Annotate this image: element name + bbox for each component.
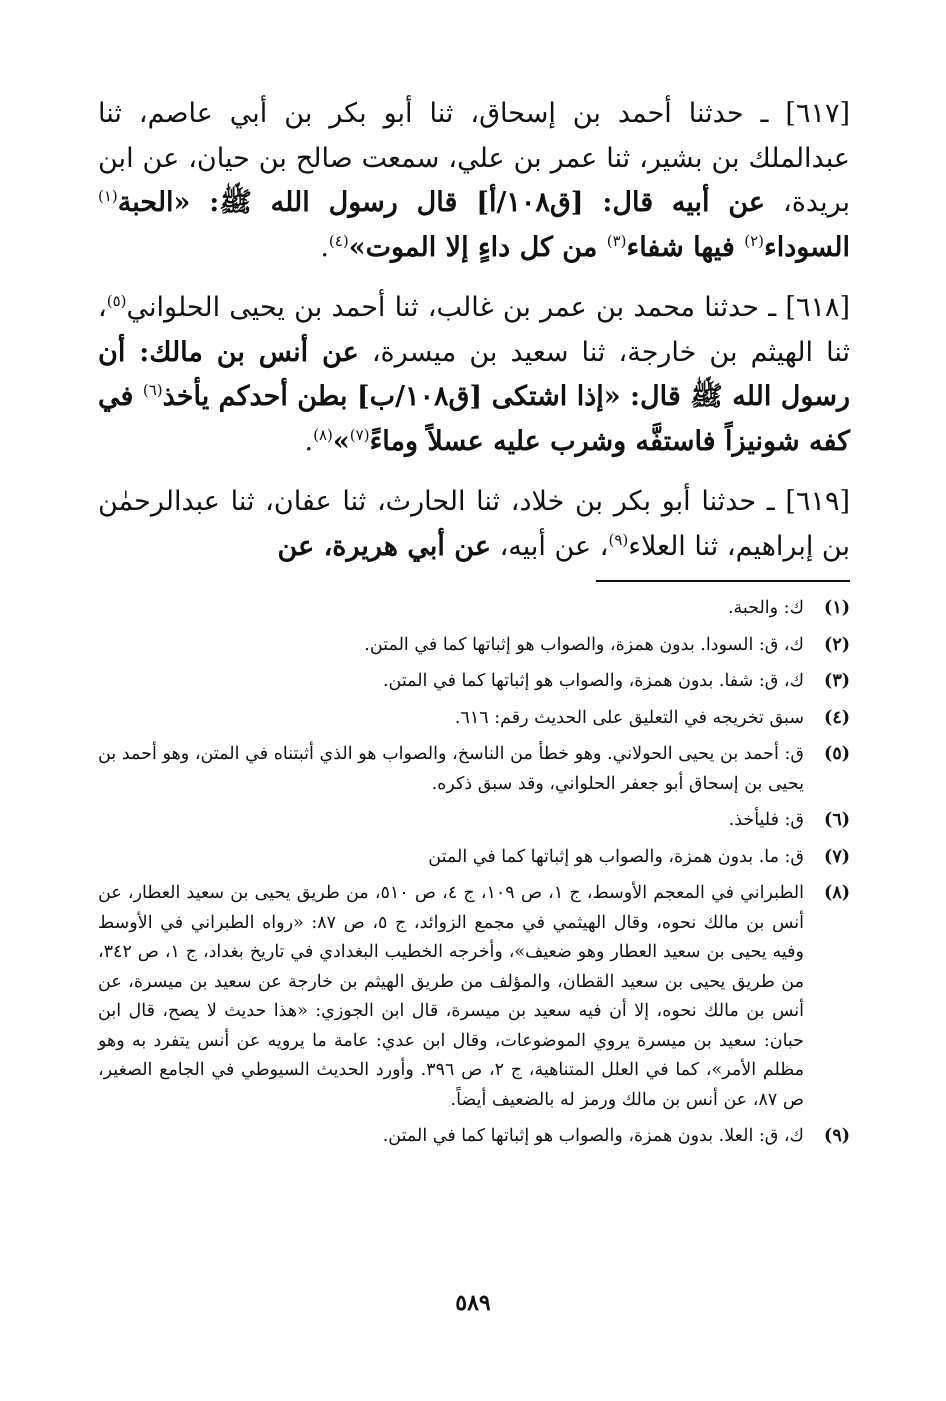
hadith-matn: » (332, 425, 350, 457)
footnote-ref: (٨) (313, 425, 333, 444)
footnote-text: ق: ما. بدون همزة، والصواب هو إثباتها كما في المتن (428, 846, 804, 867)
punctuation: . (304, 425, 314, 457)
hadith-chain: ، ثنا الهيثم بن خارجة، ثنا سعيد بن ميسرة، (98, 292, 850, 368)
footnote-ref: (١) (98, 187, 118, 205)
footnote-number: (١) (824, 598, 850, 618)
footnote-8 (98, 879, 850, 1115)
hadith-number: [٦١٨] (785, 292, 850, 323)
footnote-number: (٧) (824, 846, 850, 867)
hadith-chain: ـ حدثنا أبو بكر بن خلاد، ثنا الحارث، ثنا عفان، ثنا عبدالرحمٰن بن إبراهيم، ثنا العلاء (98, 486, 850, 562)
footnote-text: ق: أحمد بن يحيى الحولاني. وهو خطأ من الناسخ، والصواب هو الذي أثبتناه في المتن، وهو أحمد بن يحيى بن إسحاق أبو جعفر الحلواني، وقد سبق ذكره. (98, 744, 804, 794)
footnote-text: ك: والحبة. (727, 598, 804, 618)
hadith-matn: في كفه شونيزاً فاستفَّه وشرب عليه عسلاً وماءً (98, 381, 850, 457)
footnote-number: (٥) (824, 744, 850, 764)
footnote-ref: (٩) (608, 530, 629, 549)
hadith-chain: ـ حدثنا أحمد بن إسحاق، ثنا أبو بكر بن أبي عاصم، ثنا عبدالملك بن بشير، ثنا عمر بن علي، سمعت صالح بن حيان، عن ابن بريدة، (98, 98, 851, 218)
hadith-matn: فيها شفاء (626, 231, 745, 263)
hadith-617 (98, 92, 850, 270)
punctuation: . (320, 231, 329, 263)
main-text (98, 92, 850, 585)
footnote-number: (٤) (824, 707, 850, 728)
footnote-text: ك، ق: العلا. بدون همزة، والصواب هو إثباتها كما في المتن. (382, 1126, 804, 1146)
footnote-text: ك، ق: السودا. بدون همزة، والصواب هو إثباتها كما في المتن. (364, 634, 804, 655)
hadith-number: [٦١٧] (785, 98, 850, 129)
footnote-text: ك، ق: شفا. بدون همزة، والصواب هو إثباتها كما في المتن. (382, 671, 804, 691)
footnote-divider (596, 580, 850, 582)
footnote-ref: (٤) (328, 231, 349, 250)
hadith-chain: ، عن أبيه، (490, 530, 609, 562)
hadith-matn: عن أنس بن مالك: أن رسول الله ﷺ قال: «إذا اشتكى [ق١٠٨/ب] بطن أحدكم يأخذ (98, 336, 851, 412)
footnote-number: (٣) (824, 671, 850, 691)
hadith-618 (98, 286, 850, 464)
footnote-4 (98, 704, 850, 734)
footnote-6 (98, 806, 850, 836)
footnote-5 (98, 740, 850, 799)
footnote-7 (98, 843, 850, 873)
hadith-matn: عن أبي هريرة، عن (277, 530, 491, 562)
footnote-ref: (٥) (106, 292, 127, 310)
hadith-chain: ـ حدثنا محمد بن عمر بن غالب، ثنا أحمد بن يحيى الحلواني (126, 292, 786, 323)
footnote-1 (98, 594, 850, 624)
hadith-matn: عن أبيه قال: [ق١٠٨/أ] قال رسول الله ﷺ: «الحبة (117, 187, 766, 218)
footnote-text: ق: فليأخذ. (728, 810, 804, 830)
footnote-3 (98, 667, 850, 697)
footnote-text: سبق تخريجه في التعليق على الحديث رقم: ٦١٦. (454, 707, 804, 728)
footnote-ref: (٦) (142, 381, 163, 399)
footnote-number: (٦) (824, 810, 850, 830)
hadith-matn: من كل داءٍ إلا الموت» (348, 231, 607, 263)
footnote-ref: (٢) (744, 231, 765, 250)
page-number: ٥٨٩ (455, 1290, 491, 1316)
footnote-number: (٩) (824, 1126, 850, 1146)
hadith-matn: السوداء (764, 231, 850, 263)
footnotes (98, 594, 850, 1159)
footnote-text: الطبراني في المعجم الأوسط، ج ١، ص ١٠٩، ج ٤، ص ٥١٠، من طريق يحيى بن سعيد العطار، عن أنس بن مالك نحوه، وقال الهيثمي في مجمع الزوائد، ج ٥، ص ٨٧: «رواه الطبراني في الأوسط وفيه يحيى بن سعيد العطار وهو ضعيف»، وأخرجه الخطيب البغدادي في تاريخ بغداد، ج ١، ص ٣٤٢، من طريق يحيى بن سعيد القطان، والمؤلف من طريق الهيثم بن خارجة عن سعيد بن ميسرة، عن أنس بن مالك نحوه، إلا أن فيه سعيد بن ميسرة، قال ابن الجوزي: «هذا حديث لا يصح، قال ابن حبان: سعيد بن ميسرة يروي الموضوعات، وقال ابن عدي: عامة ما يرويه عن أنس يتفرد به وهو مظلم الأمر»، كما في العلل المتناهية، ج ٢، ص ٣٩٦. وأورد الحديث السيوطي في الجامع الصغير، ص ٨٧، عن أنس بن مالك ورمز له بالضعيف أيضاً. (98, 883, 805, 1110)
footnote-9 (98, 1122, 850, 1152)
footnote-number: (٢) (824, 634, 850, 655)
hadith-number: [٦١٩] (785, 486, 850, 517)
footnote-number: (٨) (824, 883, 850, 903)
footnote-ref: (٣) (606, 231, 627, 250)
hadith-619 (98, 480, 850, 569)
footnote-ref: (٧) (349, 425, 370, 444)
footnote-2 (98, 631, 850, 661)
